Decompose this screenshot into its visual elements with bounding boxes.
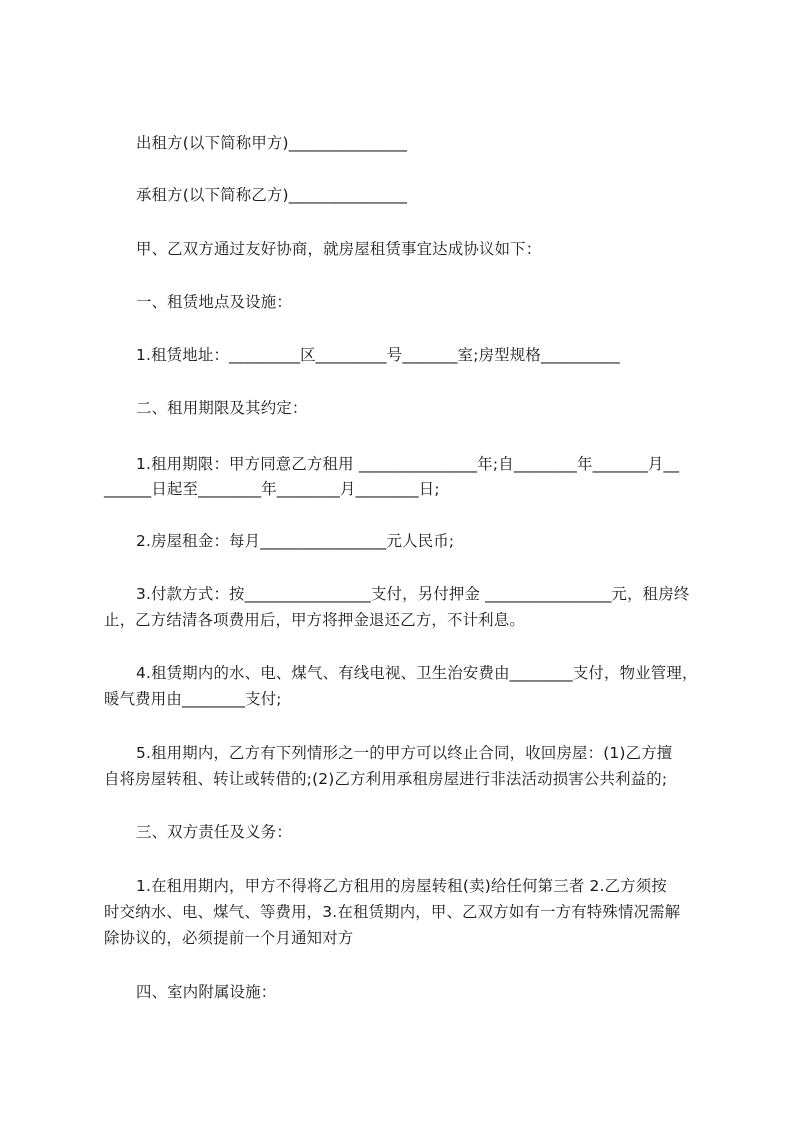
clause-payment-line1: 3.付款方式：按________________支付，另付押金 ________________元，租房终 bbox=[136, 585, 690, 603]
clause-lease-term-line2: ______日起至________年________月________日; bbox=[104, 480, 440, 498]
clause-rent-amount: 2.房屋租金：每月________________元人民币; bbox=[136, 532, 455, 550]
party-a-line: 出租方(以下简称甲方)_______________ bbox=[136, 134, 408, 152]
section-heading-duties: 三、双方责任及义务： bbox=[136, 823, 292, 841]
clause-lease-term-line1: 1.租用期限：甲方同意乙方租用 _______________年;自________年_______月__ bbox=[136, 455, 680, 473]
party-b-line: 承租方(以下简称乙方)_______________ bbox=[136, 186, 408, 204]
section-heading-location: 一、租赁地点及设施： bbox=[136, 293, 292, 311]
clause-utilities-line1: 4.租赁期内的水、电、煤气、有线电视、卫生治安费由________支付，物业管理， bbox=[136, 664, 698, 682]
intro-paragraph: 甲、乙双方通过友好协商，就房屋租赁事宜达成协议如下： bbox=[136, 240, 542, 258]
clause-termination-line1: 5.租用期内，乙方有下列情形之一的甲方可以终止合同，收回房屋：(1)乙方擅 bbox=[136, 744, 673, 762]
clause-payment-line2: 止，乙方结清各项费用后，甲方将押金退还乙方，不计利息。 bbox=[104, 611, 525, 629]
clause-rental-address: 1.租赁地址：_________区_________号_______室;房型规格__________ bbox=[136, 346, 620, 364]
section-heading-term: 二、租用期限及其约定： bbox=[136, 399, 308, 417]
clause-termination-line2: 自将房屋转租、转让或转借的;(2)乙方利用承租房屋进行非法活动损害公共利益的; bbox=[104, 770, 668, 788]
clause-duties-line2: 时交纳水、电、煤气、等费用，3.在租赁期内，甲、乙双方如有一方有特殊情况需解 bbox=[104, 903, 681, 921]
clause-duties-line3: 除协议的，必须提前一个月通知对方 bbox=[104, 929, 354, 947]
section-heading-facilities: 四、室内附属设施： bbox=[136, 983, 277, 1001]
clause-utilities-line2: 暖气费用由________支付; bbox=[104, 690, 282, 708]
clause-duties-line1: 1.在租用期内，甲方不得将乙方租用的房屋转租(卖)给任何第三者 2.乙方须按 bbox=[136, 877, 667, 895]
